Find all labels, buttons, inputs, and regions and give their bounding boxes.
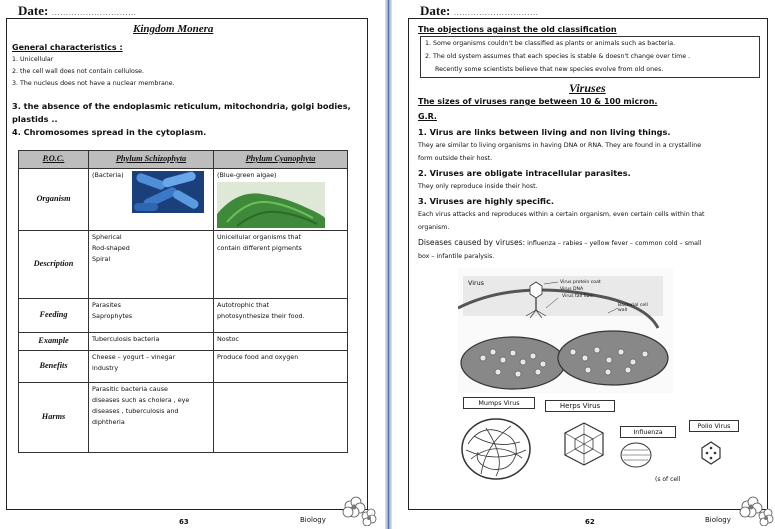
virus-size-line: The sizes of viruses range between 10 & 100 micron. [418, 97, 658, 106]
left-date [18, 3, 137, 19]
left-date-dots: ………………………… [51, 8, 137, 17]
cell-organism-schizo [89, 168, 214, 230]
influenza-virus-drawing [618, 440, 654, 470]
harms-line-3: diseases , tuberculosis and [92, 406, 179, 415]
influenza-label: Influenza [620, 426, 676, 438]
figure-caption-fragment: (s of cell [655, 476, 681, 483]
point-3-line-2: plastids .. [12, 114, 58, 124]
algae-caption: (Blue-green algae) [217, 170, 277, 179]
row-label-harms: Harms [19, 382, 89, 452]
reason-1-heading: 1. Virus are links between living and non living things. [418, 127, 671, 137]
row-label-example: Example [19, 332, 89, 350]
left-date-label: Date: [18, 3, 49, 18]
characteristic-3: 3. The nucleus does not have a nuclear membrane. [12, 80, 175, 87]
feeding-parasites: Parasites [92, 300, 121, 309]
cell-organism-cyano [214, 168, 348, 230]
reason-1-text-1: They are similar to living organisms in having DNA or RNA. They are found in a crystalline [418, 142, 702, 149]
header-schizophyta: Phylum Schizophyta [89, 151, 214, 169]
general-characteristics-heading: General characteristics : [12, 43, 123, 52]
row-label-description: Description [19, 230, 89, 298]
harms-line-2: diseases such as cholera , eye [92, 395, 190, 404]
right-page-number: 62 [585, 518, 595, 526]
virus-label: Virus [468, 279, 485, 287]
desc-spiral: Spiral [92, 254, 111, 263]
herpes-virus-label: Herps Virus [545, 400, 615, 412]
objections-box [420, 36, 760, 78]
protein-coat-label: Virus protein coat [560, 280, 601, 285]
header-poc: P.O.C. [19, 151, 89, 169]
flower-decoration-right-icon [735, 494, 775, 526]
cell-feeding-cyano [214, 298, 348, 332]
table-row-description [19, 230, 348, 298]
table-row-feeding [19, 298, 348, 332]
table-row-organism [19, 168, 348, 230]
desc-cyano-line-2: contain different pigments [217, 243, 302, 252]
tail-fiber-label: Virus tail fiber [562, 294, 595, 299]
feeding-cyano-line-2: photosynthesize their food. [217, 311, 305, 320]
objection-1: 1. Some organisms couldn't be classified as plants or animals such as bacteria. [425, 40, 676, 47]
left-page-number: 63 [179, 518, 189, 526]
left-page [0, 0, 385, 529]
table-row-example [19, 332, 348, 350]
harms-line-4: diphtheria [92, 418, 125, 427]
reason-3-text-1: Each virus attacks and reproduces within a certain organism, even certain cells within that [418, 211, 705, 218]
reason-1-text-2: form outside their host. [418, 155, 493, 162]
right-date [420, 3, 539, 19]
reason-2-text: They only reproduce inside their host. [418, 183, 538, 190]
diseases-list: influenza – rabies – yellow fever – common cold – small [525, 240, 702, 247]
right-date-label: Date: [420, 3, 451, 18]
cell-example-schizo: Tuberculosis bacteria [89, 332, 214, 350]
right-date-dots: ………………………… [453, 8, 539, 17]
point-3-line-1: 3. the absence of the endoplasmic reticulum, mitochondria, golgi bodies, [12, 101, 351, 111]
algae-image [217, 182, 325, 228]
characteristic-1: 1. Unicellular [12, 56, 54, 63]
benefits-schizo-line-1: Cheese – yogurt – vinegar [92, 352, 176, 361]
cell-harms-schizo [89, 382, 214, 452]
right-subject: Biology [705, 516, 731, 524]
flower-decoration-icon [338, 494, 378, 526]
row-label-feeding: Feeding [19, 298, 89, 332]
cell-example-cyano: Nostoc [214, 332, 348, 350]
diseases-label: Diseases caused by viruses: [418, 238, 526, 247]
objection-2-note: Recently some scientists believe that new species evolve from old ones. [435, 66, 664, 73]
bacteria-caption: (Bacteria) [92, 170, 124, 179]
reason-3-heading: 3. Viruses are highly specific. [418, 196, 554, 206]
herpes-virus-drawing [560, 420, 608, 468]
table-row-benefits [19, 350, 348, 382]
cell-harms-cyano [214, 382, 348, 452]
book-spine [385, 0, 392, 529]
mumps-virus-label: Mumps Virus [463, 397, 535, 409]
bacteria-image [132, 171, 204, 213]
table-row-harms [19, 382, 348, 452]
desc-cyano-line-1: Unicellular organisms that [217, 232, 302, 241]
cell-benefits-cyano: Produce food and oxygen [214, 350, 348, 382]
feeding-saprophytes: Saprophytes [92, 311, 133, 320]
diseases-line-2: box – infantile paralysis. [418, 253, 495, 260]
header-cyanophyta: Phylum Cyanophyta [214, 151, 348, 169]
table-header-row [19, 151, 348, 169]
desc-rod-shaped: Rod-shaped [92, 243, 130, 252]
kingdom-monera-title: Kingdom Monera [133, 23, 214, 35]
benefits-schizo-line-2: industry [92, 363, 119, 372]
cell-description-cyano [214, 230, 348, 298]
polio-virus-label: Polio Virus [689, 420, 739, 432]
characteristic-2: 2. the cell wall does not contain cellulose. [12, 68, 144, 75]
mumps-virus-drawing [456, 414, 536, 484]
cell-feeding-schizo [89, 298, 214, 332]
reason-3-text-2: organism. [418, 224, 450, 231]
row-label-benefits: Benefits [19, 350, 89, 382]
harms-line-1: Parasitic bacteria cause [92, 384, 168, 393]
bacterial-wall-label: Bacterial cell wall [618, 303, 648, 313]
monera-comparison-table [18, 150, 348, 453]
objections-heading: The objections against the old classification [418, 25, 617, 34]
point-4: 4. Chromosomes spread in the cytoplasm. [12, 127, 207, 137]
gr-label: G.R. [418, 112, 437, 121]
feeding-cyano-line-1: Autotrophic that [217, 300, 270, 309]
objection-2: 2. The old system assumes that each species is stable & doesn't change over time . [425, 53, 691, 60]
cell-description-schizo [89, 230, 214, 298]
row-label-organism: Organism [19, 168, 89, 230]
reason-2-heading: 2. Viruses are obligate intracellular parasites. [418, 168, 631, 178]
virus-dna-label: Virus DNA [560, 287, 584, 292]
polio-virus-drawing [700, 440, 722, 466]
diseases-line-1 [418, 238, 701, 247]
desc-spherical: Spherical [92, 232, 122, 241]
cell-benefits-schizo [89, 350, 214, 382]
viruses-title: Viruses [569, 81, 606, 95]
left-subject: Biology [300, 516, 326, 524]
